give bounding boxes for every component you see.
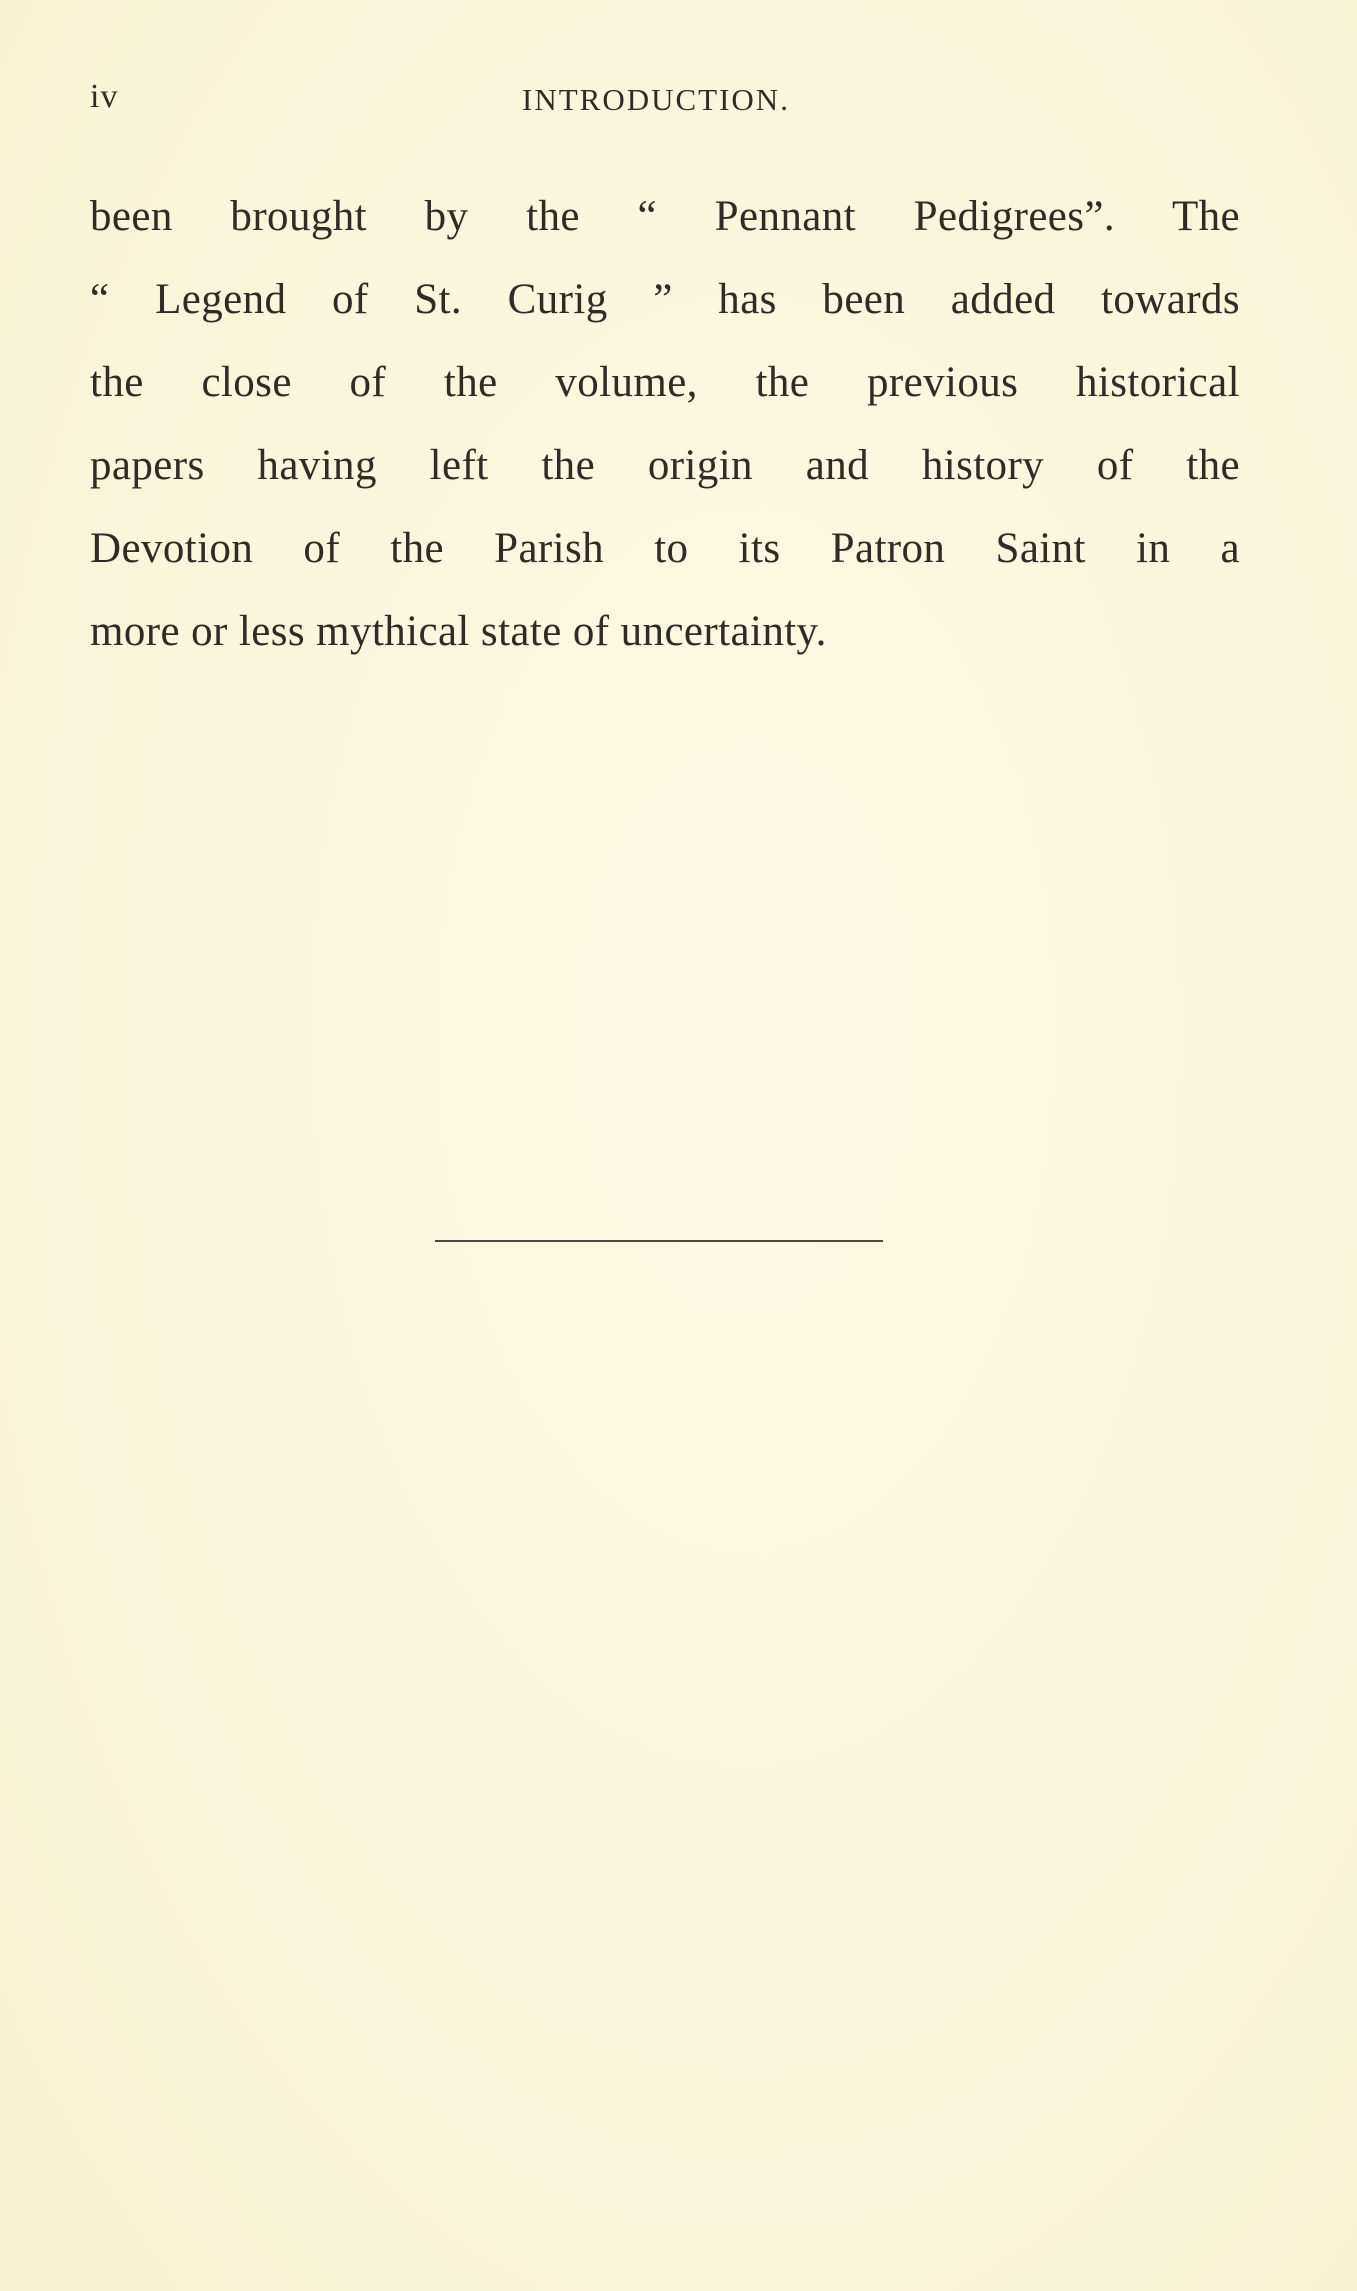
text-line: Devotion of the Parish to its Patron Saint in a	[90, 525, 1240, 572]
text-line: papers having left the origin and history of the	[90, 442, 1240, 489]
page-number: iv	[90, 78, 119, 115]
text-line: been brought by the “ Pennant Pedigrees”. The	[90, 193, 1240, 240]
running-title: INTRODUCTION.	[522, 82, 790, 117]
section-end-rule	[435, 1240, 883, 1242]
text-line: more or less mythical state of uncertainty.	[90, 608, 827, 655]
text-line: the close of the volume, the previous historical	[90, 359, 1240, 406]
body-paragraph	[90, 175, 1240, 673]
running-head	[90, 78, 1240, 118]
text-line: “ Legend of St. Curig ” has been added towards	[90, 276, 1240, 323]
